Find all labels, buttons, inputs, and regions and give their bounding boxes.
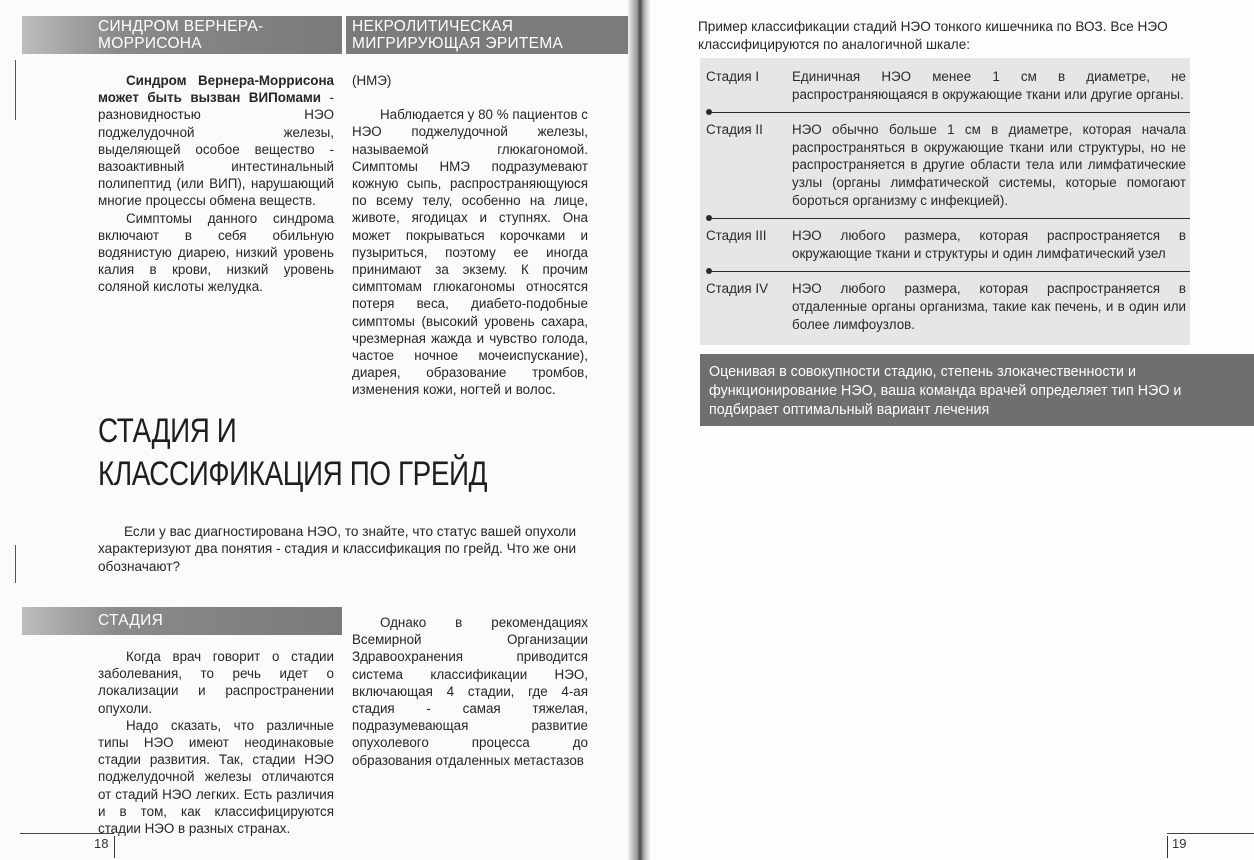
stage-description: Единичная НЭО менее 1 см в диаметре, не распространяющаяся в окружающие ткани или другие органы.	[792, 69, 1186, 102]
stage-column	[98, 648, 334, 837]
stage-label: Стадия I	[706, 69, 760, 84]
section-bar-stage	[22, 607, 342, 635]
nme-column	[352, 72, 588, 399]
footer-rule	[20, 833, 114, 834]
page-number: 19	[1167, 836, 1186, 858]
section-bar-nme	[346, 16, 628, 54]
who-para: Однако в рекомендациях Всемирной Организации Здравоохранения приводится система классификации НЭО, включающая 4 стадии, где 4-ая стадия - самая тяжелая, подразумевающая развитие опухолевого процесса до образования отдаленных метастазов	[352, 615, 588, 768]
margin-mark	[15, 60, 16, 120]
stage-table	[700, 58, 1190, 345]
stage-description: НЭО обычно больше 1 см в диаметре, которая начала распространяться в окружающие ткани или структуры, но не распространяется в другие области тела или лимфатические узлы (органы лимфатической системы, которые помогают бороться организму с инфекцией).	[792, 122, 1186, 208]
stage-row	[700, 64, 1190, 109]
section-bar-title: НЕКРОЛИТИЧЕСКАЯ	[352, 18, 514, 35]
stage-separator	[706, 109, 1190, 117]
section-bar-title: СТАДИЯ	[98, 612, 164, 629]
callout-text: Оценивая в совокупности стадию, степень злокачественности и функционирование НЭО, ваша команда врачей определяет тип НЭО и подбирает оптимальный вариант лечения	[709, 364, 1182, 418]
stage-para-1: Когда врач говорит о стадии заболевания, то речь идет о локализации и распространении опухоли.	[98, 649, 334, 716]
section-bar-title: СИНДРОМ ВЕРНЕРА-	[98, 18, 264, 35]
stage-separator	[706, 215, 1190, 223]
stage-description: НЭО любого размера, которая распространяется в отдаленные органы организма, такие как печень, и в один или более лимфоузлов.	[792, 281, 1186, 332]
werner-para-2: Симптомы данного синдрома включают в себя обильную водянистую диарею, низкий уровень калия в крови, низкий уровень соляной кислоты желудка.	[98, 210, 334, 295]
stage-label: Стадия III	[706, 228, 767, 244]
who-column	[352, 614, 588, 769]
stage-row	[700, 117, 1190, 215]
page-heading-line: СТАДИЯ И	[98, 412, 237, 450]
page-number: 18	[94, 836, 115, 858]
section-bar-werner-morrison	[22, 16, 342, 54]
nme-abbr: (НМЭ)	[352, 73, 392, 88]
werner-para-1	[98, 72, 334, 210]
page-heading-line: КЛАССИФИКАЦИЯ ПО ГРЕЙД	[98, 455, 488, 493]
stage-description: НЭО любого размера, которая распространяется в окружающие ткани и структуры и один лимфатический узел	[792, 228, 1186, 261]
werner-para-1-rest: - разновидностью НЭО поджелудочной железы, выделяющей особое вещество - вазоактивный интестинальный полипептид (или ВИП), нарушающий многие процессы обмена веществ.	[98, 90, 334, 209]
page-heading	[98, 410, 487, 496]
stage-table-intro: Пример классификации стадий НЭО тонкого кишечника по ВОЗ. Все НЭО классифицируются по аналогичной шкале:	[698, 19, 1168, 52]
stage-label: Стадия II	[706, 122, 763, 138]
stage-row	[700, 223, 1190, 268]
nme-para: Наблюдается у 80 % пациентов с НЭО поджелудочной железы, называемой глюкагономой. Симптомы НМЭ подразумевают кожную сыпь, распространяющуюся по всему телу, особенно на лице, животе, ягодицах и ступнях. Она может покрываться корочками и пузыриться, поэтому ее иногда принимают за экзему. К прочим симптомам глюкагономы относятся потеря веса, диабето-подобные симптомы (высокий уровень сахара, чрезмерная жажда и чувство голода, частое ночное мочеиспускание), диарея, образование тромбов, изменения кожи, ногтей и волос.	[352, 107, 588, 398]
werner-bold-lead: Синдром Вернера-Моррисона может быть вызван ВИПомами	[98, 73, 334, 106]
callout-box	[700, 354, 1254, 426]
intro-paragraph: Если у вас диагностирована НЭО, то знайте, что статус вашей опухоли характеризуют два понятия - стадия и классификация по грейд. Что же они обозначают?	[98, 524, 577, 574]
stage-separator	[706, 268, 1190, 276]
stage-row	[700, 276, 1190, 339]
footer-rule	[1167, 833, 1254, 834]
stage-label: Стадия IV	[706, 281, 769, 297]
section-bar-title: МОРРИСОНА	[98, 35, 202, 52]
stage-para-2: Надо сказать, что различные типы НЭО имеют неодинаковые стадии развития. Так, стадии НЭО поджелудочной железы отличаются от стадий НЭО легких. Есть различия и в том, как классифицируются стадии НЭО в разных странах.	[98, 717, 334, 837]
werner-morrison-column	[98, 72, 334, 296]
book-gutter	[628, 0, 650, 860]
section-bar-title: МИГРИРУЮЩАЯ ЭРИТЕМА	[352, 35, 564, 52]
margin-mark	[15, 545, 16, 583]
